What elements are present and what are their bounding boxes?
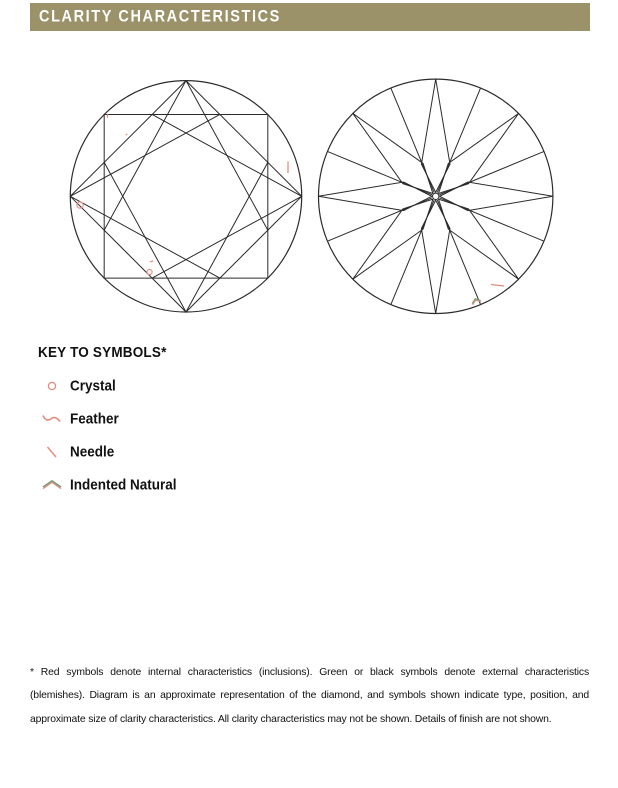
pavilion-main-facet [353,199,433,279]
crown-bezel-line [104,81,186,231]
key-row-needle [38,435,298,468]
pavilion-main-facet [439,113,519,193]
crown-bezel-line [104,162,186,312]
crown-diamond-facets [70,81,301,312]
section-title: CLARITY CHARACTERISTICS [39,8,281,26]
key-label: Feather [70,410,119,427]
key-row-feather [38,402,298,435]
crystal-symbol [40,375,64,397]
crown-bezel-line [152,196,302,278]
key-label: Needle [70,443,115,460]
indented-natural-symbol-marker [471,297,481,305]
pavilion-main-facet [440,182,553,211]
footnote-text: * Red symbols denote internal characteristics (inclusions). Green or black symbols denote external characteristics (blemishes). Diagram is an approximate representation of the diamond, and symbols shown indicate type, position, and approximate size of clarity characteristics. All clarity characteristics may not be shown. Details of finish are not shown. [30,667,589,725]
pavilion-main-facet [319,182,432,211]
pavilion-main-facet [421,200,450,313]
feather-icon [43,415,60,421]
crystal-icon [48,382,55,389]
crown-girdle-outline [70,81,301,312]
diamond-plots-svg [0,0,618,340]
feather-symbol [40,408,64,430]
clarity-plots [0,0,618,340]
key-row-crystal [38,369,298,402]
key-title: KEY TO SYMBOLS* [38,344,167,361]
indented-natural-symbol [40,474,64,496]
key-row-indented-natural [38,468,298,501]
dash-symbol-marker [150,261,153,262]
crown-bezel-line [186,81,268,231]
needle-symbol [40,441,64,463]
pavilion-main-facet [353,113,433,193]
key-to-symbols [38,344,298,493]
key-label: Indented Natural [70,476,177,493]
indented-natural-icon [43,480,61,488]
pavilion-main-facet [421,79,450,192]
key-items [38,369,298,501]
key-label: Crystal [70,377,116,394]
feather-symbol-marker [491,285,504,287]
pinpoint-symbol-marker [126,134,128,136]
crown-square-facets [104,114,268,278]
crystal-symbol-marker [77,202,83,208]
pavilion-lower-girdle-line [439,151,544,194]
pavilion-main-facet [439,199,519,279]
crystal-symbol-marker [147,269,152,274]
needle-icon [48,447,57,457]
